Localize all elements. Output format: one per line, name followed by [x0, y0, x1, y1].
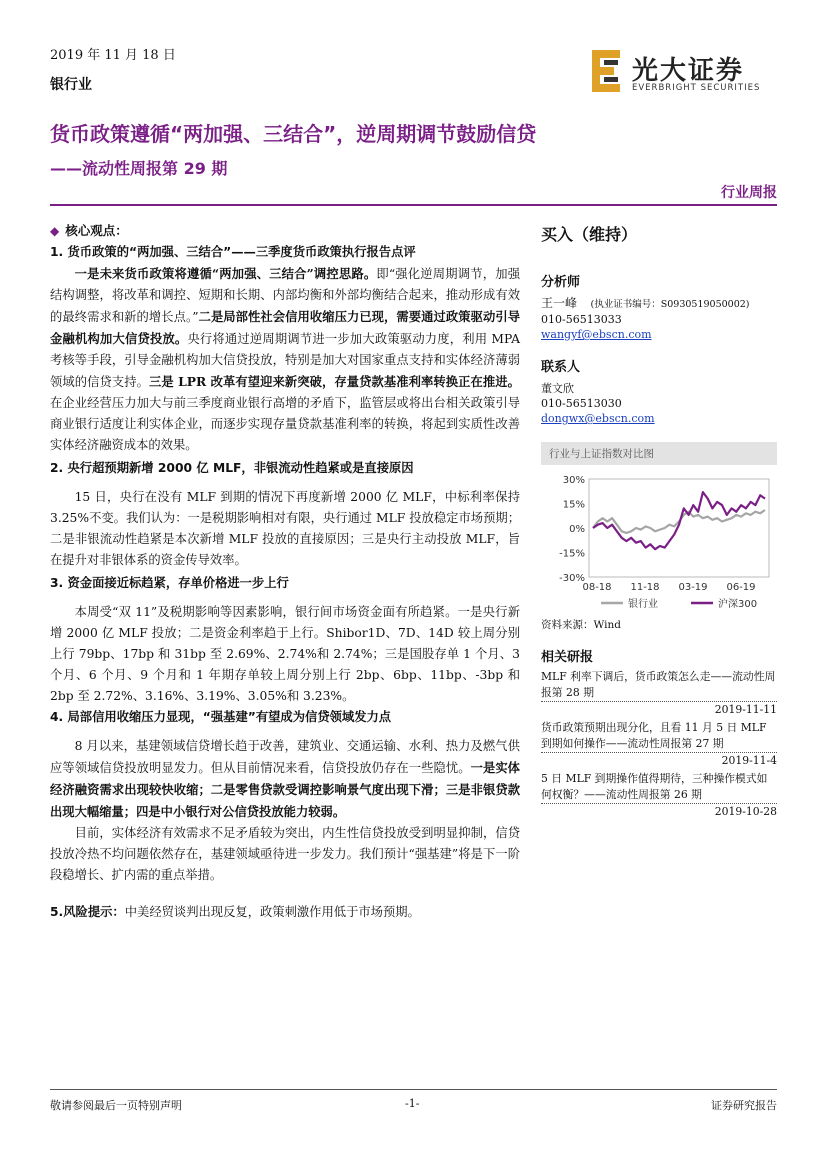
report-type: 行业周报: [721, 185, 777, 201]
chart-source: 资料来源：Wind: [541, 619, 621, 631]
legend-label: 银行业: [628, 599, 658, 610]
logo-en-text: EVERBRIGHT SECURITIES: [632, 83, 761, 93]
analyst-line: [541, 296, 777, 312]
analyst-cert: (执业证书编号：S0930519050002): [590, 299, 750, 310]
chart-svg: [541, 471, 777, 613]
section-1-paragraph: 一是未来货币政策将遵循“两加强、三结合”调控思路。即“强化逆周期调节，加强结构调整，将改革和调控、短期和长期、内部均衡和外部均衡结合起来，推动形成有效的最终需求和新的增长点。”二是局部性社会信用收缩压力已现，需要通过政策驱动引导金融机构加大信贷投放。央行将通过逆周期调节进一步加大政策驱动力度，利用 MPA 考核等手段，引导金融机构加大信贷投放，特别是加大对国家重点支持和实体经济薄弱领域的信贷支持。三是 LPR 改革有望迎来新突破，存量贷款基准利率转换正在推进。在企业经营压力加大与前三季度商业银行高增的矛盾下，监管层或将出台相关政策引导商业银行适度让利实体企业，而逐步实现存量贷款基准利率的转换，将起到实质性改善实体经济融资成本的效果。: [50, 266, 520, 452]
contact-email-link[interactable]: dongwx@ebscn.com: [541, 412, 655, 425]
x-tick-label: 03-19: [678, 582, 708, 593]
chart-title: 行业与上证指数对比图: [541, 442, 777, 465]
footer-divider: [50, 1089, 777, 1090]
everbright-logo-icon: [590, 48, 624, 94]
chart-plot-frame: [589, 479, 769, 577]
related-report-title: 货币政策预期出现分化，且看 11 月 5 日 MLF 到期如何操作——流动性周报第 27 期: [541, 721, 767, 750]
section-4-heading: 4. 局部信用收缩压力显现，“强基建”有望成为信贷领域发力点: [50, 710, 392, 724]
section-3-paragraph: 本周受“双 11”及税期影响等因素影响，银行间市场资金面有所趋紧。一是央行新增 2000 亿 MLF 投放；二是资金利率趋于上行。Shibor1D、7D、14D 较上周分别上行 79bp、17bp 和 31bp 至 2.69%、2.74%和 2.74%；三是国股存单 1 个月、3 个月、6 个月、9 个月和 1 年期存单较上周分别上行 2bp、6bp、11bp、-3bp 和 2bp 至 2.72%、3.16%、3.19%、3.05%和 3.23%。: [50, 605, 520, 703]
x-tick-label: 08-18: [582, 582, 612, 593]
related-report-item[interactable]: [541, 771, 777, 820]
header-divider: [50, 204, 777, 206]
related-report-date: 2019-10-28: [541, 803, 777, 820]
related-report-item[interactable]: [541, 720, 777, 769]
analyst-phone: 010-56513033: [541, 313, 622, 326]
x-tick-label: 06-19: [726, 582, 756, 593]
sidebar: [541, 222, 777, 820]
related-report-date: 2019-11-11: [541, 701, 777, 718]
related-report-item[interactable]: [541, 669, 777, 718]
risk-warning: 5.风险提示：中美经贸谈判出现反复，政策刺激作用低于市场预期。: [50, 905, 420, 919]
report-subtitle: ——流动性周报第 29 期: [50, 159, 228, 178]
y-tick-label: 0%: [569, 524, 585, 535]
contact-phone: 010-56513030: [541, 397, 622, 410]
section-4-paragraph-2: 目前，实体经济有效需求不足矛盾较为突出，内生性信贷投放受到明显抑制，信贷投放冷热不均问题依然存在，基建领域亟待进一步发力。我们预计“强基建”将是下一阶段稳增长、扩内需的重点举措。: [50, 826, 520, 882]
footer-disclaimer: 敬请参阅最后一页特别声明: [50, 1099, 182, 1112]
core-views-label: 核心观点：: [65, 223, 128, 238]
y-tick-label: -30%: [559, 573, 585, 584]
section-2-heading: 2. 央行超预期新增 2000 亿 MLF，非银流动性趋紧或是直接原因: [50, 461, 414, 475]
core-views-header: [50, 220, 520, 242]
y-tick-label: 15%: [562, 499, 585, 511]
diamond-bullet-icon: ◆: [50, 224, 60, 238]
related-report-title: MLF 利率下调后，货币政策怎么走——流动性周报第 28 期: [541, 670, 776, 699]
rating: 买入（维持）: [541, 225, 638, 244]
section-4-paragraph-1: 8 月以来，基建领域信贷增长趋于改善，建筑业、交通运输、水利、热力及燃气供应等领域信贷投放明显发力。但从目前情况来看，信贷投放仍存在一些隐忧。一是实体经济融资需求出现较快收缩；二是零售贷款受调控影响景气度出现下滑；三是非银贷款出现大幅缩量；四是中小银行对公信贷投放能力较弱。: [50, 739, 520, 819]
report-title: 货币政策遵循“两加强、三结合”，逆周期调节鼓励信贷: [50, 122, 537, 146]
related-heading: 相关研报: [541, 650, 594, 665]
comparison-chart: [541, 442, 777, 632]
related-report-date: 2019-11-4: [541, 752, 777, 769]
main-content: [50, 220, 520, 923]
footer-report-label: 证券研究报告: [711, 1099, 777, 1112]
everbright-logo: [590, 48, 775, 94]
related-report-title: 5 日 MLF 到期操作值得期待，三种操作模式如何权衡？——流动性周报第 26 期: [541, 772, 768, 801]
section-1-heading: 1. 货币政策的“两加强、三结合”——三季度货币政策执行报告点评: [50, 245, 416, 259]
industry-label: 银行业: [50, 77, 92, 93]
y-tick-label: 30%: [562, 475, 585, 486]
section-2-paragraph: 15 日，央行在没有 MLF 到期的情况下再度新增 2000 亿 MLF，中标利率保持 3.25%不变。我们认为：一是税期影响相对有限，央行通过 MLF 投放稳定市场预期；二是非银流动性趋紧是本次新增 MLF 投放的直接原因；三是央行主动投放 MLF，旨在提升对非银体系的资金传导效率。: [50, 490, 520, 567]
y-tick-label: -15%: [559, 548, 585, 560]
page-number: -1-: [405, 1097, 420, 1110]
analyst-email-link[interactable]: wangyf@ebscn.com: [541, 328, 652, 341]
analyst-heading: 分析师: [541, 275, 581, 290]
contact-name: 董文欣: [541, 382, 574, 395]
x-tick-label: 11-18: [630, 582, 660, 593]
analyst-name: 王一峰: [541, 296, 578, 310]
section-3-heading: 3. 资金面接近标趋紧，存单价格进一步上行: [50, 576, 289, 590]
legend-label: 沪深300: [718, 599, 758, 610]
report-date: 2019 年 11 月 18 日: [50, 48, 176, 63]
contact-heading: 联系人: [541, 360, 581, 375]
logo-cn-text: 光大证券: [632, 56, 745, 86]
related-reports-list: [541, 669, 777, 820]
